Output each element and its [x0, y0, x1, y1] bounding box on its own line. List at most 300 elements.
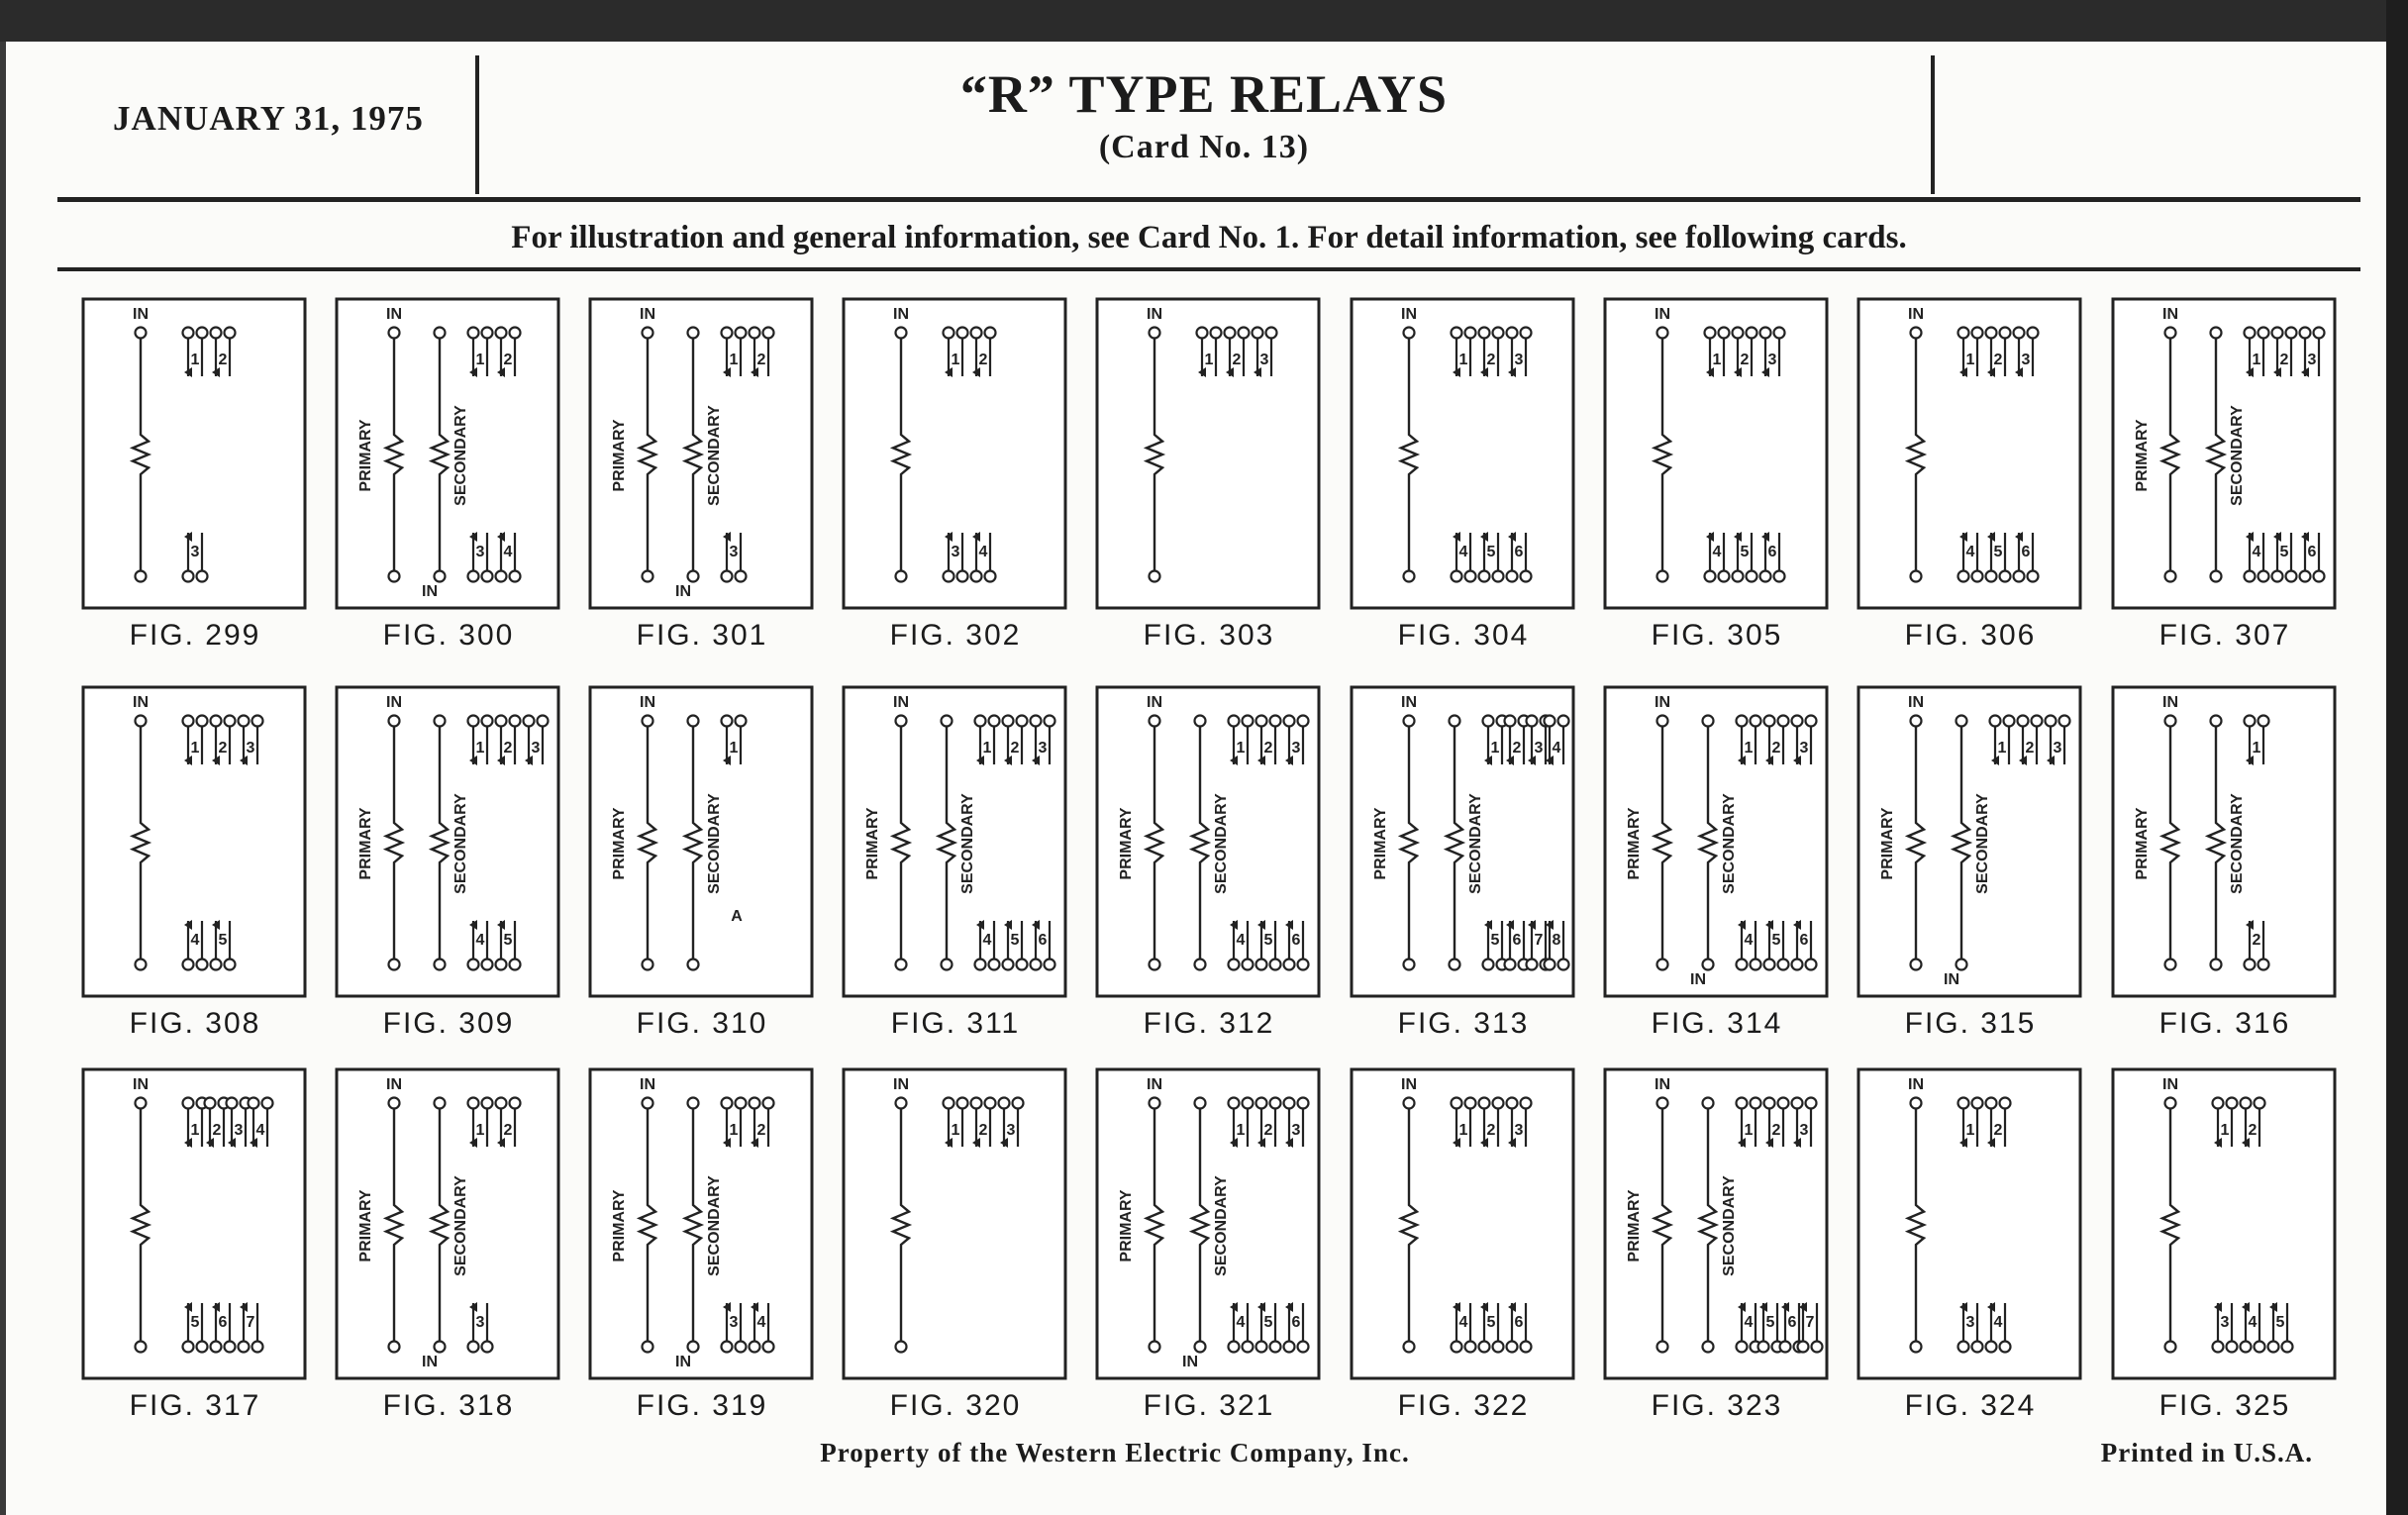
figure-label: FIG. 317: [129, 1389, 261, 1422]
terminal-post: [896, 716, 907, 727]
figure-label: FIG. 303: [1143, 619, 1275, 652]
terminal-post: [1986, 1342, 1997, 1353]
figure-schematic: [335, 1067, 560, 1380]
spring-number: 1: [190, 352, 200, 368]
spring-number: 2: [978, 352, 988, 368]
relay-figure: [588, 685, 816, 1052]
terminal-post: [1450, 960, 1460, 970]
terminal-post: [957, 571, 968, 582]
relay-figure: [1856, 297, 2084, 663]
terminal-post: [2165, 328, 2176, 339]
terminal-post: [944, 328, 954, 339]
relay-figure: [1350, 685, 1577, 1052]
terminal-post: [2258, 960, 2269, 970]
terminal-post: [1521, 1342, 1532, 1353]
terminal-post: [2245, 960, 2256, 970]
terminal-post: [957, 1098, 968, 1109]
figure-schematic: [81, 1067, 307, 1380]
relay-figure: [842, 1067, 1069, 1434]
spring-number: 3: [1799, 740, 1809, 757]
relay-figure: [1603, 297, 1831, 663]
terminal-post: [1527, 716, 1538, 727]
spring-number: 4: [2248, 1314, 2258, 1331]
in-label-bottom: IN: [422, 583, 438, 600]
terminal-post: [1990, 716, 2001, 727]
terminal-post: [736, 716, 747, 727]
spring-number: 1: [1997, 740, 2007, 757]
secondary-label: SECONDARY: [452, 405, 469, 506]
spring-number: 1: [1458, 352, 1468, 368]
terminal-post: [1521, 1098, 1532, 1109]
spring-number: 3: [2053, 740, 2062, 757]
a-label: A: [731, 908, 743, 925]
terminal-post: [1806, 960, 1817, 970]
figure-frame: [844, 1069, 1065, 1378]
terminal-post: [1760, 328, 1771, 339]
terminal-post: [2286, 328, 2297, 339]
figure-label: FIG. 311: [890, 1007, 1021, 1040]
in-label: IN: [2162, 694, 2178, 711]
figure-schematic: [335, 297, 560, 610]
figure-label: FIG. 306: [1904, 619, 2037, 652]
terminal-post: [252, 1342, 263, 1353]
spring-number: 4: [1236, 1314, 1246, 1331]
terminal-post: [262, 1098, 273, 1109]
terminal-post: [1404, 716, 1415, 727]
terminal-post: [482, 328, 493, 339]
terminal-post: [211, 1342, 222, 1353]
figure-label: FIG. 323: [1651, 1389, 1783, 1422]
terminal-post: [239, 1342, 250, 1353]
terminal-post: [1911, 716, 1922, 727]
terminal-post: [1703, 716, 1714, 727]
primary-label: PRIMARY: [2134, 807, 2151, 880]
spring-number: 3: [1514, 1122, 1524, 1139]
primary-label: PRIMARY: [1372, 807, 1389, 880]
spring-number: 4: [190, 932, 200, 949]
terminal-post: [643, 716, 653, 727]
terminal-post: [1045, 716, 1055, 727]
spring-number: 2: [2252, 932, 2261, 949]
terminal-post: [510, 716, 521, 727]
terminal-post: [989, 716, 1000, 727]
terminal-post: [1465, 328, 1476, 339]
spring-number: 2: [1740, 352, 1750, 368]
terminal-post: [227, 1098, 238, 1109]
spring-number: 2: [1486, 352, 1496, 368]
terminal-post: [722, 328, 733, 339]
terminal-post: [1493, 328, 1504, 339]
spring-number: 3: [1291, 740, 1301, 757]
in-label: IN: [1147, 306, 1162, 323]
terminal-post: [957, 328, 968, 339]
figure-label: FIG. 320: [889, 1389, 1022, 1422]
terminal-post: [1195, 960, 1206, 970]
terminal-post: [763, 328, 774, 339]
terminal-post: [1404, 1342, 1415, 1353]
terminal-post: [136, 960, 147, 970]
terminal-post: [1483, 716, 1494, 727]
spring-number: 5: [1486, 544, 1496, 560]
spring-number: 3: [2220, 1314, 2230, 1331]
relay-figure: [842, 297, 1069, 663]
relay-figure: [1350, 297, 1577, 663]
figure-schematic: [588, 297, 814, 610]
terminal-post: [2211, 571, 2222, 582]
spring-number: 1: [190, 740, 200, 757]
terminal-post: [1778, 960, 1789, 970]
terminal-post: [205, 1098, 216, 1109]
terminal-post: [183, 1098, 194, 1109]
spring-number: 4: [1965, 544, 1975, 560]
figure-frame: [83, 1069, 305, 1378]
terminal-post: [2213, 1342, 2224, 1353]
spring-number: 1: [190, 1122, 200, 1139]
relay-figure: [81, 685, 309, 1052]
terminal-post: [1521, 328, 1532, 339]
secondary-label: SECONDARY: [1721, 1175, 1738, 1276]
relay-figure: [1603, 1067, 1831, 1434]
terminal-post: [1956, 716, 1967, 727]
terminal-post: [197, 328, 208, 339]
in-label: IN: [640, 1076, 655, 1093]
spring-number: 6: [218, 1314, 228, 1331]
terminal-post: [1657, 716, 1668, 727]
terminal-post: [1792, 716, 1803, 727]
terminal-post: [1774, 328, 1785, 339]
spring-number: 1: [475, 1122, 485, 1139]
terminal-post: [468, 1342, 479, 1353]
figure-schematic: [2111, 297, 2337, 610]
terminal-post: [1747, 328, 1757, 339]
terminal-post: [1013, 1098, 1024, 1109]
terminal-post: [211, 960, 222, 970]
figure-label: FIG. 322: [1397, 1389, 1530, 1422]
terminal-post: [1751, 716, 1761, 727]
terminal-post: [643, 1098, 653, 1109]
terminal-post: [2241, 1342, 2252, 1353]
terminal-post: [1017, 960, 1028, 970]
terminal-post: [468, 328, 479, 339]
terminal-post: [1812, 1342, 1823, 1353]
figure-frame: [1352, 1069, 1573, 1378]
terminal-post: [1780, 1342, 1791, 1353]
terminal-post: [688, 1098, 699, 1109]
terminal-post: [736, 328, 747, 339]
terminal-post: [643, 571, 653, 582]
terminal-post: [643, 960, 653, 970]
spring-number: 4: [475, 932, 485, 949]
spring-number: 2: [1263, 740, 1273, 757]
primary-label: PRIMARY: [357, 1189, 374, 1262]
terminal-post: [183, 571, 194, 582]
terminal-post: [1764, 1098, 1775, 1109]
figure-schematic: [842, 297, 1067, 610]
spring-number: 4: [255, 1122, 265, 1139]
spring-number: 1: [2252, 740, 2261, 757]
scan-right-border: [2386, 0, 2408, 1515]
terminal-post: [197, 716, 208, 727]
figure-frame: [1858, 299, 2080, 608]
spring-number: 1: [1236, 1122, 1246, 1139]
in-label: IN: [1908, 306, 1924, 323]
figure-schematic: [588, 685, 814, 998]
terminal-post: [496, 1098, 507, 1109]
figure-schematic: [335, 685, 560, 998]
in-label-bottom: IN: [1944, 971, 1959, 988]
terminal-post: [252, 716, 263, 727]
figure-schematic: [1856, 1067, 2082, 1380]
terminal-post: [1558, 960, 1569, 970]
terminal-post: [1705, 328, 1716, 339]
spring-number: 3: [1965, 1314, 1975, 1331]
spring-number: 6: [1512, 932, 1522, 949]
figure-frame: [844, 299, 1065, 608]
terminal-post: [136, 1098, 147, 1109]
terminal-post: [435, 960, 446, 970]
spring-number: 3: [1799, 1122, 1809, 1139]
spring-number: 6: [1787, 1314, 1797, 1331]
terminal-post: [942, 960, 953, 970]
spring-number: 1: [1965, 1122, 1975, 1139]
terminal-post: [496, 960, 507, 970]
spring-number: 7: [246, 1314, 255, 1331]
terminal-post: [2028, 571, 2039, 582]
primary-label: PRIMARY: [611, 1189, 628, 1262]
terminal-post: [1404, 328, 1415, 339]
terminal-post: [435, 1342, 446, 1353]
terminal-post: [2245, 328, 2256, 339]
terminal-post: [1031, 960, 1042, 970]
terminal-post: [496, 716, 507, 727]
terminal-post: [435, 571, 446, 582]
terminal-post: [1507, 1098, 1518, 1109]
terminal-post: [1243, 1098, 1254, 1109]
in-label: IN: [386, 694, 402, 711]
spring-number: 3: [246, 740, 255, 757]
terminal-post: [1452, 1098, 1462, 1109]
primary-label: PRIMARY: [2134, 419, 2151, 492]
terminal-post: [435, 1098, 446, 1109]
secondary-label: SECONDARY: [1213, 1175, 1230, 1276]
figure-schematic: [81, 297, 307, 610]
relay-figure: [81, 297, 309, 663]
figure-schematic: [842, 1067, 1067, 1380]
relay-figure: [1856, 685, 2084, 1052]
figure-label: FIG. 321: [1143, 1389, 1275, 1422]
primary-label: PRIMARY: [1626, 1189, 1643, 1262]
secondary-label: SECONDARY: [2229, 793, 2246, 894]
figure-label: FIG. 302: [889, 619, 1022, 652]
terminal-post: [1211, 328, 1222, 339]
terminal-post: [496, 328, 507, 339]
terminal-post: [1751, 960, 1761, 970]
terminal-post: [389, 1342, 400, 1353]
terminal-post: [1778, 716, 1789, 727]
spring-number: 3: [475, 544, 485, 560]
terminal-post: [435, 328, 446, 339]
terminal-post: [510, 1098, 521, 1109]
terminal-post: [136, 1342, 147, 1353]
spring-number: 2: [756, 1122, 766, 1139]
primary-label: PRIMARY: [357, 419, 374, 492]
terminal-post: [1225, 328, 1236, 339]
terminal-post: [389, 328, 400, 339]
terminal-post: [1751, 1098, 1761, 1109]
terminal-post: [1450, 716, 1460, 727]
relay-figure: [1095, 1067, 1323, 1434]
spring-number: 5: [218, 932, 228, 949]
terminal-post: [2000, 1098, 2011, 1109]
terminal-post: [239, 716, 250, 727]
primary-label: PRIMARY: [1879, 807, 1896, 880]
terminal-post: [197, 960, 208, 970]
terminal-post: [482, 716, 493, 727]
terminal-post: [736, 1098, 747, 1109]
terminal-post: [389, 1098, 400, 1109]
terminal-post: [944, 571, 954, 582]
primary-label: PRIMARY: [611, 807, 628, 880]
terminal-post: [1298, 716, 1309, 727]
in-label: IN: [893, 306, 909, 323]
figure-label: FIG. 310: [636, 1007, 768, 1040]
in-label: IN: [1401, 306, 1417, 323]
terminal-post: [1911, 960, 1922, 970]
terminal-post: [722, 716, 733, 727]
spring-number: 6: [1799, 932, 1809, 949]
terminal-post: [482, 960, 493, 970]
terminal-post: [1737, 1098, 1748, 1109]
terminal-post: [1737, 1342, 1748, 1353]
in-label: IN: [893, 694, 909, 711]
terminal-post: [1719, 571, 1730, 582]
figure-schematic: [1095, 685, 1321, 998]
in-label: IN: [133, 694, 149, 711]
terminal-post: [211, 716, 222, 727]
figure-schematic: [1350, 1067, 1575, 1380]
terminal-post: [482, 571, 493, 582]
terminal-post: [2032, 716, 2043, 727]
spring-number: 5: [1993, 544, 2003, 560]
spring-number: 2: [1993, 1122, 2003, 1139]
terminal-post: [1911, 571, 1922, 582]
relay-card: [6, 42, 2386, 1515]
secondary-label: SECONDARY: [1467, 793, 1484, 894]
terminal-post: [1003, 960, 1014, 970]
terminal-post: [1792, 960, 1803, 970]
terminal-post: [722, 1098, 733, 1109]
terminal-post: [183, 328, 194, 339]
spring-number: 5: [1486, 1314, 1496, 1331]
spring-number: 2: [1512, 740, 1522, 757]
terminal-post: [211, 328, 222, 339]
terminal-post: [1150, 571, 1160, 582]
relay-figure: [335, 685, 562, 1052]
spring-number: 3: [2307, 352, 2317, 368]
spring-number: 1: [1490, 740, 1500, 757]
in-label: IN: [893, 1076, 909, 1093]
in-label-bottom: IN: [675, 583, 691, 600]
relay-figure: [2111, 1067, 2339, 1434]
terminal-post: [1657, 571, 1668, 582]
terminal-post: [896, 1098, 907, 1109]
spring-number: 1: [475, 352, 485, 368]
spring-number: 5: [1740, 544, 1750, 560]
terminal-post: [688, 328, 699, 339]
in-label: IN: [2162, 306, 2178, 323]
terminal-post: [1703, 1098, 1714, 1109]
terminal-post: [2165, 1098, 2176, 1109]
in-label-bottom: IN: [675, 1354, 691, 1370]
terminal-post: [1764, 716, 1775, 727]
terminal-post: [1505, 960, 1516, 970]
terminal-post: [2046, 716, 2057, 727]
figure-frame: [83, 687, 305, 996]
spring-number: 6: [1767, 544, 1777, 560]
spring-number: 3: [190, 544, 200, 560]
figure-schematic: [1856, 685, 2082, 998]
terminal-post: [468, 571, 479, 582]
terminal-post: [985, 1098, 996, 1109]
terminal-post: [496, 571, 507, 582]
spring-number: 5: [1771, 932, 1781, 949]
terminal-post: [1737, 716, 1748, 727]
terminal-post: [538, 716, 549, 727]
secondary-label: SECONDARY: [452, 1175, 469, 1276]
figure-schematic: [1350, 297, 1575, 610]
spring-number: 3: [1291, 1122, 1301, 1139]
figure-label: FIG. 314: [1651, 1007, 1783, 1040]
spring-number: 4: [1458, 544, 1468, 560]
terminal-post: [2241, 1098, 2252, 1109]
figure-schematic: [1095, 1067, 1321, 1380]
terminal-post: [975, 960, 986, 970]
figure-frame: [83, 299, 305, 608]
spring-number: 3: [729, 544, 739, 560]
in-label: IN: [1401, 1076, 1417, 1093]
terminal-post: [1243, 716, 1254, 727]
relay-figure: [588, 297, 816, 663]
terminal-post: [225, 1342, 236, 1353]
terminal-post: [942, 716, 953, 727]
spring-number: 4: [1458, 1314, 1468, 1331]
spring-number: 2: [2025, 740, 2035, 757]
terminal-post: [1045, 960, 1055, 970]
terminal-post: [197, 1342, 208, 1353]
relay-figure: [588, 1067, 816, 1434]
spring-number: 5: [1263, 932, 1273, 949]
terminal-post: [1972, 328, 1983, 339]
terminal-post: [1747, 571, 1757, 582]
terminal-post: [136, 571, 147, 582]
terminal-post: [2272, 571, 2283, 582]
terminal-post: [1493, 571, 1504, 582]
terminal-post: [1298, 1098, 1309, 1109]
property-notice: Property of the Western Electric Company, Inc.: [820, 1438, 1410, 1467]
terminal-post: [1284, 1098, 1295, 1109]
terminal-post: [763, 1098, 774, 1109]
in-label: IN: [1147, 1076, 1162, 1093]
spring-number: 2: [503, 352, 513, 368]
terminal-post: [1229, 960, 1240, 970]
spring-number: 3: [1259, 352, 1269, 368]
terminal-post: [2000, 571, 2011, 582]
relay-figure: [1856, 1067, 2084, 1434]
figure-label: FIG. 308: [129, 1007, 261, 1040]
terminal-post: [510, 960, 521, 970]
spring-number: 3: [475, 1314, 485, 1331]
spring-number: 4: [1744, 1314, 1754, 1331]
